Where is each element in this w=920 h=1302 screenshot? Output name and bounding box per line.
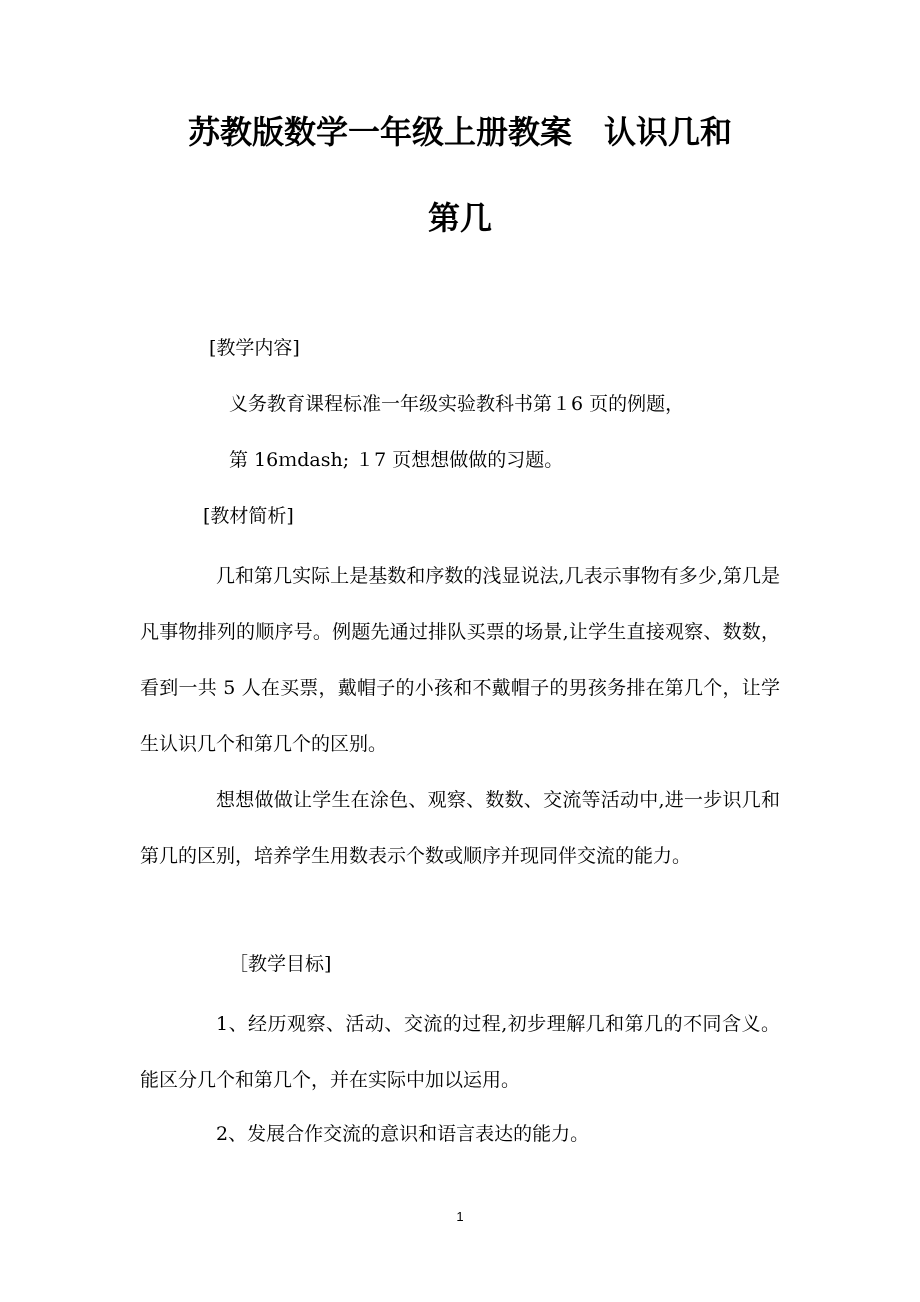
material-analysis-paragraph-2: 想想做做让学生在涂色、观察、数数、交流等活动中,进一步识几和第几的区别，培养学生用数表示个数或顺序并现同伴交流的能力。 xyxy=(140,789,780,867)
document-title-line-1: 苏教版数学一年级上册教案 认识几和 xyxy=(187,113,732,151)
section-heading-teaching-content: [教学内容] xyxy=(209,337,300,359)
material-analysis-paragraph-1: 几和第几实际上是基数和序数的浅显说法,几表示事物有多少,第几是凡事物排列的顺序号。例题先通过排队买票的场景,让学生直接观察、数数，看到一共 5 人在买票，戴帽子的小孩和不戴帽子的男孩务排在第几个，让学生认识几个和第几个的区别。 xyxy=(140,565,780,755)
document-title-line-2: 第几 xyxy=(427,199,492,237)
teaching-goal-item-2: 2、发展合作交流的意识和语言表达的能力。 xyxy=(216,1123,590,1145)
teaching-content-line-1: 义务教育课程标准一年级实验教科书第１6 页的例题， xyxy=(229,393,685,415)
teaching-goal-item-1: 1、经历观察、活动、交流的过程,初步理解几和第几的不同含义。能区分几个和第几个，并在实际中加以运用。 xyxy=(140,1013,780,1091)
page-number: 1 xyxy=(456,1209,464,1224)
section-heading-material-analysis: [教材简析] xyxy=(203,505,294,527)
section-heading-teaching-goals: ［教学目标] xyxy=(229,953,332,975)
teaching-content-line-2: 第 16ｍdash; １7 页想想做做的习题。 xyxy=(229,449,564,471)
